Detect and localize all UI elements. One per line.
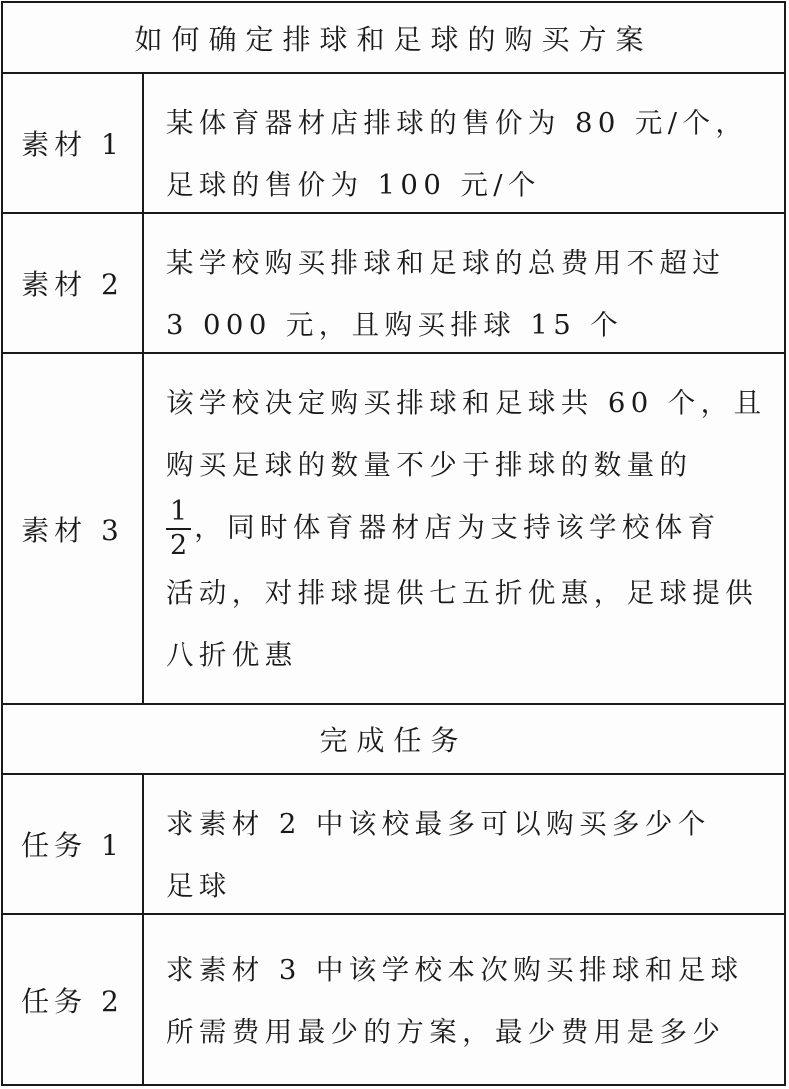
- material-2-content: [144, 214, 784, 352]
- material-1-line-2: 足球的售价为 100 元/个: [166, 169, 541, 201]
- material-row-1: [3, 74, 784, 214]
- task-section-header: 完成任务: [3, 705, 784, 775]
- material-2-line-1: 某学校购买排球和足球的总费用不超过: [166, 247, 726, 279]
- material-3-content: [144, 354, 784, 703]
- material-1-label: 素材 1: [3, 74, 144, 212]
- fraction-one-half: [166, 496, 191, 562]
- material-3-line-3: [166, 496, 770, 562]
- material-row-3: [3, 354, 784, 705]
- task-row-1: [3, 775, 784, 915]
- table-title: 如何确定排球和足球的购买方案: [3, 3, 784, 74]
- material-1-line-1: 某体育器材店排球的售价为 80 元/个，: [166, 107, 749, 139]
- task-1-line-1: 求素材 2 中该校最多可以购买多少个: [166, 808, 711, 840]
- task-1-line-2: 足球: [166, 870, 232, 902]
- fraction-denominator: 2: [170, 530, 188, 561]
- task-2-line-2: 所需费用最少的方案，最少费用是多少: [166, 1016, 726, 1048]
- task-2-label: 任务 2: [3, 915, 144, 1084]
- material-3-line-5: 八折优惠: [166, 639, 298, 671]
- task-1-label: 任务 1: [3, 775, 144, 913]
- problem-table: [1, 1, 786, 1086]
- material-2-line-2: 3 000 元，且购买排球 15 个: [166, 309, 624, 341]
- fraction-numerator: 1: [166, 496, 191, 530]
- material-3-line-3-text: ，同时体育器材店为支持该学校体育: [194, 511, 721, 544]
- material-3-line-4: 活动，对排球提供七五折优惠，足球提供: [166, 577, 759, 609]
- task-2-content: [144, 915, 784, 1084]
- task-2-line-1: 求素材 3 中该学校本次购买排球和足球: [166, 954, 744, 986]
- material-3-label: 素材 3: [3, 354, 144, 703]
- material-1-content: [144, 74, 784, 212]
- material-2-label: 素材 2: [3, 214, 144, 352]
- material-3-line-2: 购买足球的数量不少于排球的数量的: [166, 449, 693, 481]
- task-row-2: [3, 915, 784, 1084]
- task-1-content: [144, 775, 784, 913]
- material-row-2: [3, 214, 784, 354]
- material-3-line-1: 该学校决定购买排球和足球共 60 个，且: [166, 387, 767, 419]
